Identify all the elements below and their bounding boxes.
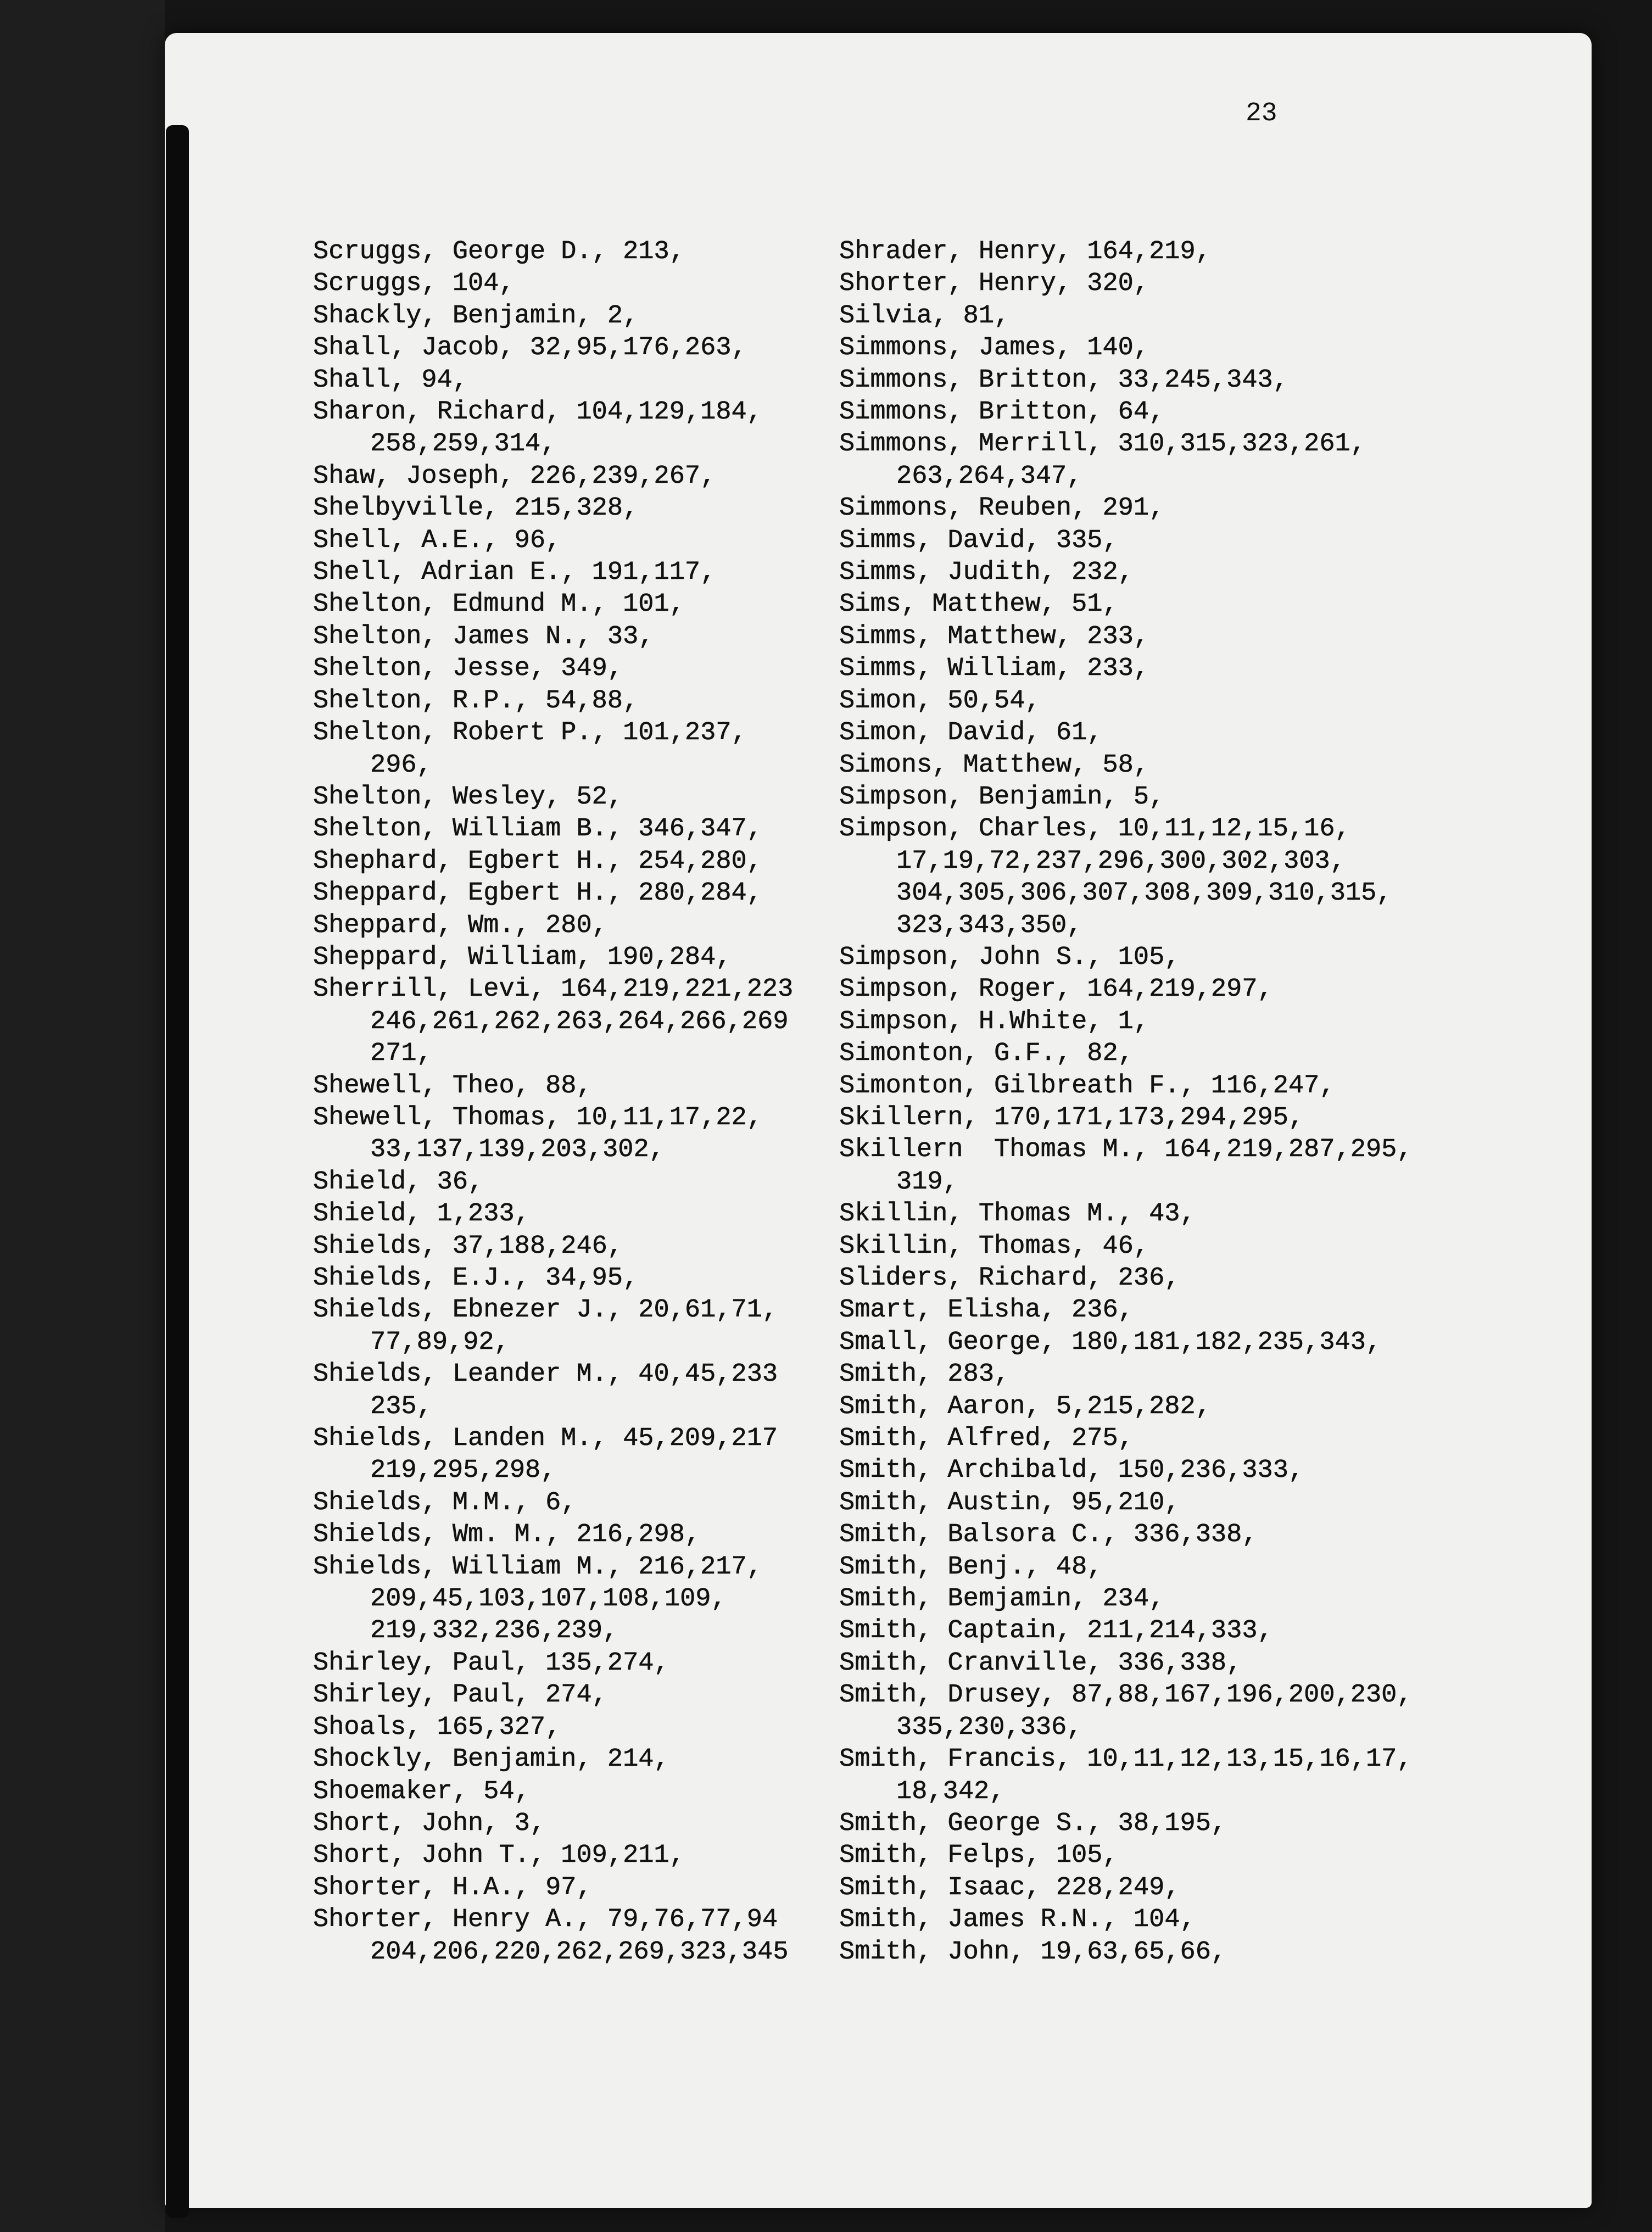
index-entry: Simpson, Benjamin, 5,	[839, 782, 1165, 812]
index-entry: Smith, John, 19,63,65,66,	[839, 1937, 1227, 1967]
index-entry: Shields, M.M., 6,	[313, 1488, 577, 1517]
index-entry: Shorter, Henry, 320,	[839, 269, 1149, 299]
index-entry: Shelton, Edmund M., 101,	[313, 590, 685, 620]
index-entry: Simms, Judith, 232,	[839, 558, 1134, 588]
index-entry: Smith, Isaac, 228,249,	[839, 1873, 1180, 1902]
index-entry: Simon, 50,54,	[839, 686, 1041, 716]
index-entry: Smart, Elisha, 236,	[839, 1296, 1134, 1325]
index-entry: Shields, E.J., 34,95,	[313, 1264, 639, 1293]
index-entry: Simmons, James, 140,	[839, 333, 1149, 363]
index-entry: Smith, George S., 38,195,	[839, 1809, 1227, 1838]
index-entry-continuation: 323,343,350,	[896, 911, 1082, 940]
index-entry: Smith, Aaron, 5,215,282,	[839, 1392, 1211, 1421]
index-entry-continuation: 263,264,347,	[896, 461, 1082, 491]
index-entry-continuation: 235,	[370, 1392, 432, 1421]
index-entry: Shrader, Henry, 164,219,	[839, 237, 1211, 266]
index-entry-continuation: 18,342,	[896, 1777, 1005, 1806]
index-entry-continuation: 319,	[896, 1167, 958, 1197]
index-entry-continuation: 209,45,103,107,108,109,	[370, 1584, 727, 1614]
index-entry-continuation: 17,19,72,237,296,300,302,303,	[896, 846, 1346, 876]
index-entry: Shields, William M., 216,217,	[313, 1552, 762, 1582]
index-entry: Silvia, 81,	[839, 301, 1010, 331]
index-entry: Shields, Leander M., 40,45,233	[313, 1360, 778, 1390]
index-entry: Sims, Matthew, 51,	[839, 590, 1118, 620]
index-entry: Smith, Felps, 105,	[839, 1841, 1118, 1871]
index-entry: Shields, Wm. M., 216,298,	[313, 1520, 701, 1550]
index-entry: Smith, James R.N., 104,	[839, 1905, 1196, 1935]
index-entry-continuation: 219,295,298,	[370, 1456, 556, 1486]
index-entry: Sheppard, William, 190,284,	[313, 942, 732, 972]
index-entry-continuation: 246,261,262,263,264,266,269	[370, 1007, 789, 1036]
index-entry: Shelton, James N., 33,	[313, 622, 654, 651]
index-entry: Shorter, H.A., 97,	[313, 1873, 592, 1902]
index-entry: Shelbyville, 215,328,	[313, 494, 639, 523]
index-entry: Smith, Drusey, 87,88,167,196,200,230,	[839, 1681, 1413, 1710]
index-entry: Sharon, Richard, 104,129,184,	[313, 398, 762, 427]
index-entry: Sheppard, Wm., 280,	[313, 911, 607, 940]
index-entry: Simms, Matthew, 233,	[839, 622, 1149, 651]
index-entry: Shall, 94,	[313, 365, 468, 395]
page-number: 23	[1246, 99, 1277, 129]
index-entry: Skillin, Thomas, 46,	[839, 1231, 1149, 1261]
index-entry: Smith, Alfred, 275,	[839, 1424, 1134, 1454]
index-entry: Shewell, Thomas, 10,11,17,22,	[313, 1103, 762, 1132]
index-entry: Simmons, Britton, 64,	[839, 398, 1165, 427]
index-entry: Shelton, Jesse, 349,	[313, 654, 623, 684]
index-entry: Simon, David, 61,	[839, 718, 1103, 748]
index-entry: Smith, Francis, 10,11,12,13,15,16,17,	[839, 1745, 1413, 1775]
index-entry: Shirley, Paul, 135,274,	[313, 1648, 669, 1678]
index-entry: Shell, Adrian E., 191,117,	[313, 558, 716, 588]
index-entry: Shockly, Benjamin, 214,	[313, 1745, 669, 1775]
index-entry: Skillin, Thomas M., 43,	[839, 1199, 1196, 1229]
index-entry: Simpson, John S., 105,	[839, 942, 1180, 972]
index-entry: Simms, William, 233,	[839, 654, 1149, 684]
index-entry: Sheppard, Egbert H., 280,284,	[313, 879, 762, 908]
index-entry-continuation: 335,230,336,	[896, 1712, 1082, 1742]
page-binding-strip	[166, 125, 189, 2218]
index-entry: Shields, Ebnezer J., 20,61,71,	[313, 1296, 778, 1325]
index-entry: Shackly, Benjamin, 2,	[313, 301, 639, 331]
index-entry: Simons, Matthew, 58,	[839, 750, 1149, 780]
index-entry: Simmons, Merrill, 310,315,323,261,	[839, 429, 1366, 459]
index-entry: Sliders, Richard, 236,	[839, 1264, 1180, 1293]
index-entry: Shelton, Wesley, 52,	[313, 782, 623, 812]
index-entry: Smith, Cranville, 336,338,	[839, 1648, 1242, 1678]
index-entry: Smith, Balsora C., 336,338,	[839, 1520, 1258, 1550]
index-entry: Short, John T., 109,211,	[313, 1841, 685, 1871]
index-entry: Shoals, 165,327,	[313, 1712, 561, 1742]
index-entry: Shield, 36,	[313, 1167, 484, 1197]
index-entry-continuation: 296,	[370, 750, 432, 780]
index-entry: Scruggs, George D., 213,	[313, 237, 685, 266]
index-entry: Smith, Bemjamin, 234,	[839, 1584, 1165, 1614]
index-entry: Simpson, H.White, 1,	[839, 1007, 1149, 1036]
scanner-left-edge	[0, 0, 165, 2232]
index-entry-continuation: 77,89,92,	[370, 1327, 510, 1357]
index-entry-continuation: 271,	[370, 1039, 432, 1069]
index-entry: Shaw, Joseph, 226,239,267,	[313, 461, 716, 491]
index-entry: Sherrill, Levi, 164,219,221,223	[313, 975, 794, 1005]
index-entry: Simonton, G.F., 82,	[839, 1039, 1134, 1069]
index-entry: Shall, Jacob, 32,95,176,263,	[313, 333, 747, 363]
index-entry: Shields, Landen M., 45,209,217	[313, 1424, 778, 1454]
index-entry: Shewell, Theo, 88,	[313, 1071, 592, 1101]
index-entry: Simms, David, 335,	[839, 526, 1118, 555]
index-entry: Shoemaker, 54,	[313, 1777, 530, 1806]
index-entry: Simpson, Charles, 10,11,12,15,16,	[839, 814, 1350, 844]
index-entry: Simonton, Gilbreath F., 116,247,	[839, 1071, 1335, 1101]
index-entry: Smith, Austin, 95,210,	[839, 1488, 1180, 1517]
index-entry: Shephard, Egbert H., 254,280,	[313, 846, 762, 876]
index-entry: Shelton, William B., 346,347,	[313, 814, 762, 844]
index-entry: Shirley, Paul, 274,	[313, 1681, 607, 1710]
index-entry: Simmons, Reuben, 291,	[839, 494, 1165, 523]
index-entry: Smith, Benj., 48,	[839, 1552, 1103, 1582]
index-column-left	[313, 236, 793, 1968]
index-entry: Skillern Thomas M., 164,219,287,295,	[839, 1135, 1413, 1165]
index-entry: Shorter, Henry A., 79,76,77,94	[313, 1905, 778, 1935]
index-entry: Skillern, 170,171,173,294,295,	[839, 1103, 1304, 1132]
index-entry: Shell, A.E., 96,	[313, 526, 561, 555]
index-entry: Simmons, Britton, 33,245,343,	[839, 365, 1288, 395]
index-entry: Shelton, R.P., 54,88,	[313, 686, 639, 716]
index-entry: Smith, 283,	[839, 1360, 1010, 1390]
index-entry-continuation: 219,332,236,239,	[370, 1616, 618, 1646]
index-entry: Shields, 37,188,246,	[313, 1231, 623, 1261]
index-entry-continuation: 258,259,314,	[370, 429, 556, 459]
index-column-right	[839, 236, 1413, 1968]
index-entry: Shield, 1,233,	[313, 1199, 530, 1229]
index-entry-continuation: 33,137,139,203,302,	[370, 1135, 665, 1165]
index-entry: Shelton, Robert P., 101,237,	[313, 718, 747, 748]
index-entry: Short, John, 3,	[313, 1809, 546, 1838]
index-entry-continuation: 304,305,306,307,308,309,310,315,	[896, 879, 1392, 908]
index-entry: Simpson, Roger, 164,219,297,	[839, 975, 1273, 1005]
index-entry: Scruggs, 104,	[313, 269, 515, 299]
index-entry: Small, George, 180,181,182,235,343,	[839, 1327, 1382, 1357]
index-entry-continuation: 204,206,220,262,269,323,345	[370, 1937, 789, 1967]
index-entry: Smith, Archibald, 150,236,333,	[839, 1456, 1304, 1486]
index-entry: Smith, Captain, 211,214,333,	[839, 1616, 1273, 1646]
